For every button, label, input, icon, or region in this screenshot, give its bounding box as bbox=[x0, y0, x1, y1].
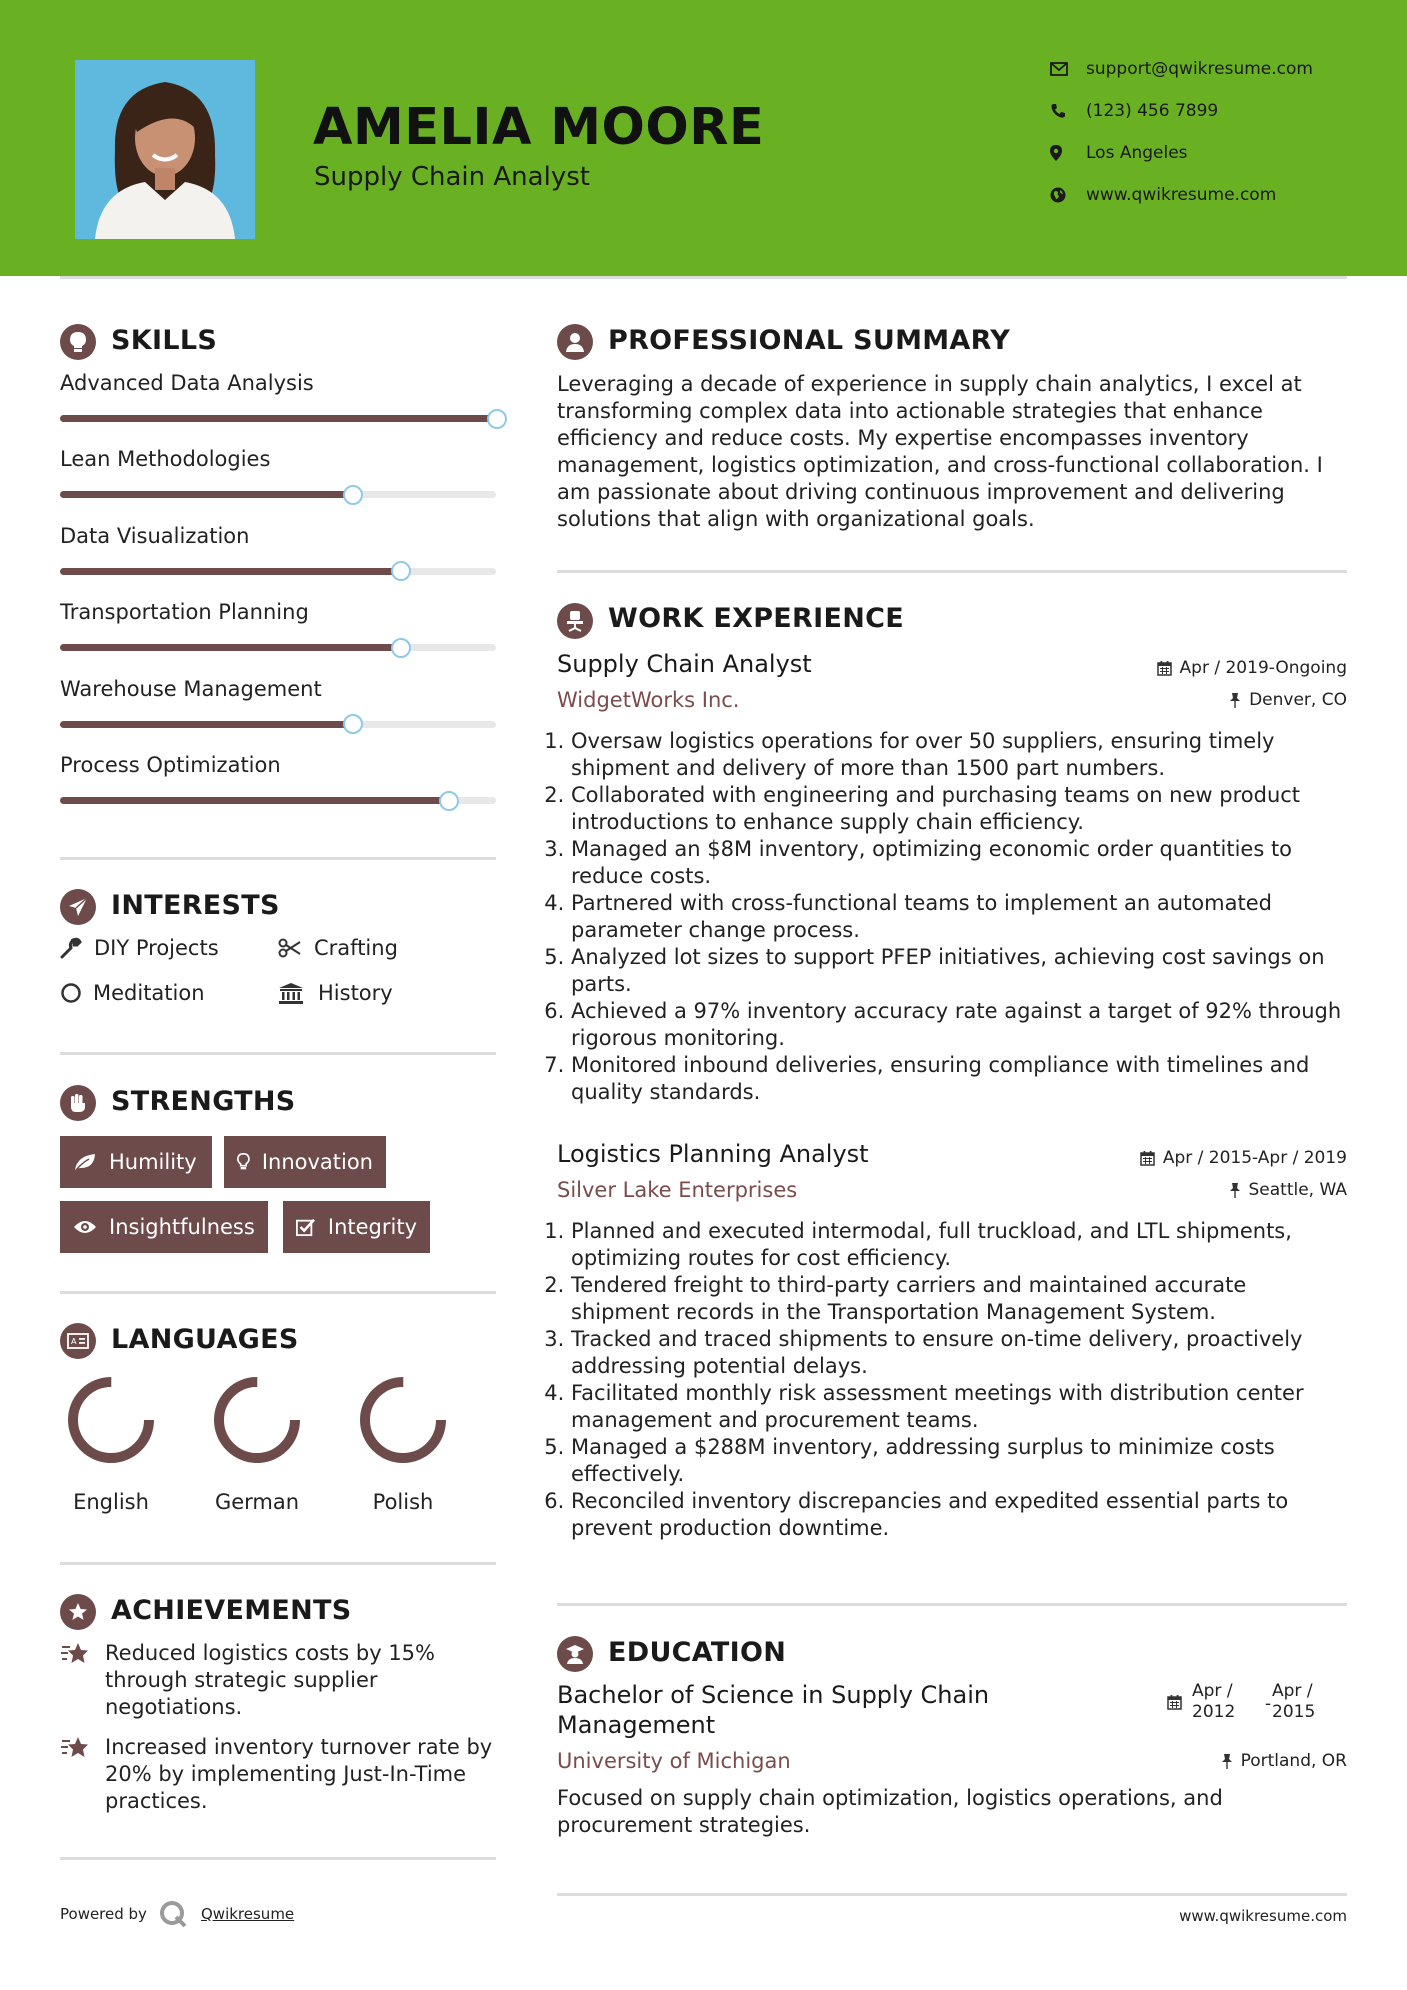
edu-location bbox=[1000, 1751, 1347, 1771]
divider bbox=[60, 1052, 496, 1055]
duty-item: 3. Tracked and traced shipments to ensure on-time delivery, proactively addressing potential delays. bbox=[571, 1326, 1351, 1380]
duty-item: 1. Planned and executed intermodal, full truckload, and LTL shipments, optimizing routes for cost efficiency. bbox=[571, 1218, 1351, 1272]
pushpin-icon bbox=[1229, 692, 1241, 708]
job-dates-text: Apr / 2015-Apr / 2019 bbox=[1162, 1148, 1347, 1168]
job-dates bbox=[1000, 1148, 1347, 1168]
language-card-icon bbox=[60, 1323, 96, 1359]
leaf-icon bbox=[73, 1152, 97, 1172]
contact-website-text: www.qwikresume.com bbox=[1086, 185, 1277, 205]
company-name: WidgetWorks Inc. bbox=[557, 688, 740, 712]
interest-label: DIY Projects bbox=[94, 936, 219, 960]
header-divider bbox=[60, 276, 1347, 279]
duty-item: 1. Oversaw logistics operations for over 50 suppliers, ensuring timely shipment and delivery of more than 1500 part numbers. bbox=[571, 728, 1351, 782]
wrench-icon bbox=[60, 937, 94, 959]
duty-item: 4. Partnered with cross-functional teams to implement an automated parameter change process. bbox=[571, 890, 1351, 944]
education-heading: EDUCATION bbox=[608, 1637, 787, 1668]
strength-label: Integrity bbox=[327, 1215, 417, 1239]
skill-bar-track bbox=[60, 721, 496, 728]
achievement-star-icon bbox=[60, 1641, 92, 1671]
star-badge-icon bbox=[60, 1594, 96, 1630]
interest-label: Crafting bbox=[314, 936, 398, 960]
language-ring bbox=[66, 1375, 156, 1469]
skill-level-knob bbox=[391, 638, 411, 658]
edu-start-date bbox=[1192, 1681, 1235, 1723]
job-location bbox=[1000, 690, 1347, 710]
lightbulb-icon bbox=[237, 1152, 250, 1172]
edu-end-line1: Apr / bbox=[1272, 1681, 1313, 1701]
skill-level-knob bbox=[391, 561, 411, 581]
job-duties-list bbox=[553, 1218, 1351, 1542]
achievement-item: Reduced logistics costs by 15% through strategic supplier negotiations. bbox=[105, 1641, 435, 1719]
experience-heading: WORK EXPERIENCE bbox=[608, 603, 904, 634]
contact-phone-text: (123) 456 7899 bbox=[1086, 101, 1219, 121]
language-label: English bbox=[73, 1490, 149, 1514]
office-chair-icon bbox=[557, 603, 593, 639]
skill-bar-fill bbox=[60, 415, 496, 422]
edu-end-date bbox=[1272, 1681, 1315, 1723]
skill-bar-fill bbox=[60, 568, 400, 575]
lightbulb-icon bbox=[60, 324, 96, 360]
pushpin-icon bbox=[1221, 1753, 1233, 1769]
candidate-title: Supply Chain Analyst bbox=[314, 162, 590, 192]
map-pin-icon bbox=[1050, 145, 1086, 161]
strength-tag-innovation bbox=[224, 1136, 386, 1188]
degree-title-line1: Bachelor of Science in Supply Chain bbox=[557, 1681, 990, 1709]
language-ring bbox=[212, 1375, 302, 1469]
globe-icon bbox=[1050, 187, 1086, 203]
job-title: Logistics Planning Analyst bbox=[557, 1140, 869, 1168]
calendar-icon bbox=[1157, 660, 1172, 676]
pushpin-icon bbox=[1229, 1182, 1241, 1198]
user-icon bbox=[557, 324, 593, 360]
edu-start-line1: Apr / bbox=[1192, 1681, 1233, 1701]
language-ring-arc bbox=[219, 1382, 295, 1458]
duty-item: 2. Tendered freight to third-party carriers and maintained accurate shipment records in the Transportation Management System. bbox=[571, 1272, 1351, 1326]
language-label: German bbox=[214, 1490, 300, 1514]
skill-bar-track bbox=[60, 797, 496, 804]
skill-label: Lean Methodologies bbox=[60, 447, 271, 472]
interests-heading: INTERESTS bbox=[111, 890, 280, 921]
divider bbox=[60, 1857, 496, 1860]
profile-photo bbox=[75, 60, 255, 239]
skills-heading: SKILLS bbox=[111, 325, 218, 356]
strength-tag-insightfulness bbox=[60, 1201, 268, 1253]
summary-text: Leveraging a decade of experience in supply chain analytics, I excel at transforming complex data into actionable strategies that enhance efficiency and reduce costs. My expertise encompasses inventory management, logistics optimization, and cross-functional collaboration. I am passionate about driving continuous improvement and delivering solutions that align with organizational goals. bbox=[557, 372, 1323, 531]
duty-item: 4. Facilitated monthly risk assessment meetings with distribution center management and procurement teams. bbox=[571, 1380, 1351, 1434]
skill-bar-fill bbox=[60, 491, 352, 498]
phone-icon bbox=[1050, 103, 1086, 119]
skill-level-knob bbox=[439, 791, 459, 811]
eye-icon bbox=[73, 1219, 97, 1235]
achievements-heading: ACHIEVEMENTS bbox=[111, 1595, 352, 1626]
languages-heading: LANGUAGES bbox=[111, 1324, 299, 1355]
divider bbox=[60, 1562, 496, 1565]
svg-text:A: A bbox=[71, 1337, 77, 1346]
skill-bar-track bbox=[60, 644, 496, 651]
job-location-text: Denver, CO bbox=[1249, 690, 1347, 710]
language-ring-arc bbox=[73, 1382, 149, 1458]
footer-url[interactable]: www.qwikresume.com bbox=[1179, 1907, 1347, 1925]
divider bbox=[557, 570, 1347, 573]
skill-label: Transportation Planning bbox=[60, 600, 309, 625]
divider bbox=[60, 1291, 496, 1294]
edu-location-text: Portland, OR bbox=[1240, 1751, 1347, 1771]
divider bbox=[60, 857, 496, 860]
skill-bar-track bbox=[60, 415, 496, 422]
skill-label: Advanced Data Analysis bbox=[60, 371, 314, 395]
skill-level-knob bbox=[343, 714, 363, 734]
candidate-name: AMELIA MOORE bbox=[313, 98, 765, 157]
job-dates bbox=[1000, 658, 1347, 678]
strength-label: Insightfulness bbox=[109, 1215, 255, 1239]
strength-tag-integrity bbox=[283, 1201, 430, 1253]
divider bbox=[557, 1893, 1347, 1896]
skill-bar-track bbox=[60, 491, 496, 498]
contact-location bbox=[1050, 141, 1188, 165]
contact-location-text: Los Angeles bbox=[1086, 143, 1188, 163]
skill-level-knob bbox=[487, 409, 507, 429]
interest-item-crafting bbox=[278, 936, 398, 960]
duty-item: 3. Managed an $8M inventory, optimizing economic order quantities to reduce costs. bbox=[571, 836, 1351, 890]
duty-item: 2. Collaborated with engineering and purchasing teams on new product introductions to enhance supply chain efficiency. bbox=[571, 782, 1351, 836]
degree-title-line2: Management bbox=[557, 1711, 716, 1739]
strength-tag-humility bbox=[60, 1136, 212, 1188]
skill-level-knob bbox=[343, 485, 363, 505]
qwikresume-logo-icon bbox=[158, 1899, 188, 1933]
edu-start-line2: 2012 bbox=[1192, 1702, 1236, 1722]
achievement-star-icon bbox=[60, 1735, 92, 1765]
skill-bar-fill bbox=[60, 721, 352, 728]
paper-plane-icon bbox=[60, 889, 96, 925]
strength-label: Humility bbox=[109, 1150, 197, 1174]
skill-label: Warehouse Management bbox=[60, 676, 322, 701]
school-name: University of Michigan bbox=[557, 1749, 791, 1773]
job-duties-list bbox=[553, 728, 1351, 1106]
strengths-heading: STRENGTHS bbox=[111, 1086, 296, 1117]
skill-label: Process Optimization bbox=[60, 753, 281, 777]
company-name: Silver Lake Enterprises bbox=[557, 1178, 798, 1202]
interest-item-meditation bbox=[60, 981, 205, 1005]
divider bbox=[557, 1603, 1347, 1606]
scissors-icon bbox=[278, 938, 314, 958]
interest-label: History bbox=[318, 981, 393, 1005]
duty-item: 7. Monitored inbound deliveries, ensuring compliance with timelines and quality standards. bbox=[571, 1052, 1351, 1106]
interest-label: Meditation bbox=[93, 981, 205, 1005]
contact-phone[interactable] bbox=[1050, 99, 1218, 123]
powered-by-label: Powered by bbox=[60, 1905, 147, 1923]
duty-item: 5. Managed a $288M inventory, addressing surplus to minimize costs effectively. bbox=[571, 1434, 1351, 1488]
edu-date-dash: - bbox=[1265, 1694, 1272, 1714]
qwikresume-link[interactable]: Qwikresume bbox=[201, 1905, 295, 1923]
interest-item-diy bbox=[60, 936, 219, 960]
job-location bbox=[1000, 1180, 1347, 1200]
skill-bar-track bbox=[60, 568, 496, 575]
skill-label: Data Visualization bbox=[60, 523, 250, 548]
skill-bar-fill bbox=[60, 797, 448, 804]
edu-description: Focused on supply chain optimization, logistics operations, and procurement strategies. bbox=[557, 1786, 1223, 1837]
summary-heading: PROFESSIONAL SUMMARY bbox=[608, 325, 1011, 356]
job-dates-text: Apr / 2019-Ongoing bbox=[1179, 658, 1347, 678]
envelope-icon bbox=[1050, 62, 1086, 76]
check-square-icon bbox=[296, 1217, 316, 1237]
job-title: Supply Chain Analyst bbox=[557, 650, 812, 678]
bank-icon bbox=[278, 982, 318, 1004]
strength-label: Innovation bbox=[261, 1150, 373, 1174]
duty-item: 5. Analyzed lot sizes to support PFEP initiatives, achieving cost savings on parts. bbox=[571, 944, 1351, 998]
language-ring-arc bbox=[365, 1382, 441, 1458]
circle-icon bbox=[60, 982, 93, 1004]
contact-email-text: support@qwikresume.com bbox=[1086, 59, 1313, 79]
contact-email[interactable] bbox=[1050, 57, 1313, 81]
graduate-icon bbox=[557, 1636, 593, 1672]
interest-item-history bbox=[278, 981, 393, 1005]
raised-fist-icon bbox=[60, 1085, 96, 1121]
duty-item: 6. Achieved a 97% inventory accuracy rate against a target of 92% through rigorous monitoring. bbox=[571, 998, 1351, 1052]
skill-bar-fill bbox=[60, 644, 400, 651]
job-location-text: Seattle, WA bbox=[1248, 1180, 1347, 1200]
contact-website[interactable] bbox=[1050, 183, 1276, 207]
calendar-icon bbox=[1167, 1694, 1182, 1714]
calendar-icon bbox=[1140, 1150, 1155, 1166]
language-ring bbox=[358, 1375, 448, 1469]
edu-end-line2: 2015 bbox=[1272, 1702, 1316, 1722]
language-label: Polish bbox=[372, 1490, 434, 1514]
duty-item: 6. Reconciled inventory discrepancies and expedited essential parts to prevent production downtime. bbox=[571, 1488, 1351, 1542]
achievement-item: Increased inventory turnover rate by 20% by implementing Just-In-Time practices. bbox=[105, 1735, 493, 1813]
